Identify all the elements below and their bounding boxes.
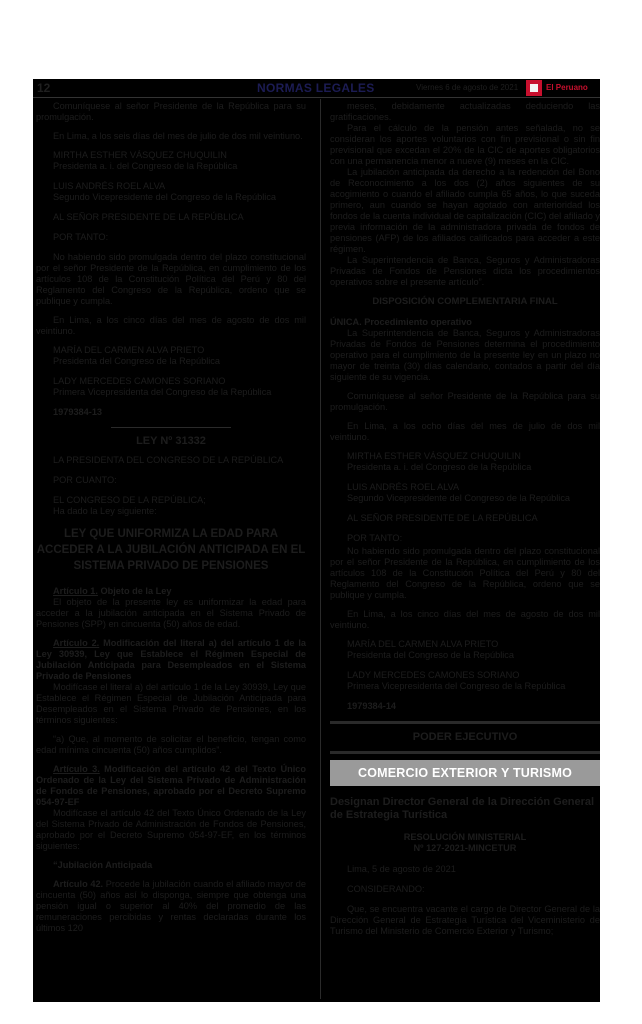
paragraph: Que, se encuentra vacante el cargo de Director General de la Dirección General de Estrategia Turística del Viceministerio de Turismo del Ministerio de Comercio Exterior y Turismo; bbox=[330, 904, 600, 936]
law-title: LEY Nº 31332 bbox=[136, 435, 206, 447]
el-congreso: EL CONGRESO DE LA REPÚBLICA; bbox=[53, 495, 206, 505]
column-divider bbox=[320, 99, 321, 999]
signer-role: Presidenta del Congreso de la República bbox=[347, 650, 515, 660]
paragraph: Comuníquese al señor Presidente de la República para su promulgación. bbox=[330, 391, 600, 412]
signer-name: MIRTHA ESTHER VÁSQUEZ CHUQUILIN bbox=[347, 451, 521, 461]
issue-date: Viernes 6 de agosto de 2021 bbox=[416, 83, 519, 92]
right-column bbox=[330, 101, 600, 945]
considerando: CONSIDERANDO: bbox=[347, 884, 425, 894]
separator-bar bbox=[330, 751, 600, 754]
signer-role: Primera Vicepresidenta del Congreso de la República bbox=[347, 681, 566, 691]
por-tanto: POR TANTO: bbox=[53, 232, 109, 242]
publication-name: NORMAS LEGALES bbox=[257, 81, 375, 95]
signer-role: Presidenta a. i. del Congreso de la República bbox=[53, 161, 238, 171]
paper-name: El Peruano bbox=[546, 83, 588, 92]
signature-block bbox=[347, 670, 600, 692]
por-cuanto: POR CUANTO: bbox=[53, 475, 117, 485]
peru-crest-icon bbox=[526, 80, 542, 96]
paragraph: En Lima, a los cinco días del mes de agosto de dos mil veintiuno. bbox=[36, 315, 306, 336]
separator-bar bbox=[330, 721, 600, 724]
por-tanto: POR TANTO: bbox=[347, 533, 403, 543]
addressee: AL SEÑOR PRESIDENTE DE LA REPÚBLICA bbox=[53, 212, 244, 222]
signer-name: LUIS ANDRÉS ROEL ALVA bbox=[347, 482, 460, 492]
section-title: DISPOSICIÓN COMPLEMENTARIA FINAL bbox=[372, 296, 558, 307]
quote: “a) Que, al momento de solicitar el beneficio, tengan como edad mínima cincuenta (50) años cumplidos”. bbox=[36, 734, 306, 755]
signer-name: LUIS ANDRÉS ROEL ALVA bbox=[53, 181, 166, 191]
signer-name: MARÍA DEL CARMEN ALVA PRIETO bbox=[53, 345, 205, 355]
ha-dado: Ha dado la Ley siguiente: bbox=[53, 506, 157, 516]
paragraph: Comuníquese al señor Presidente de la República para su promulgación. bbox=[36, 101, 306, 122]
section-heading: “Jubilación Anticipada bbox=[53, 860, 153, 870]
addressee: AL SEÑOR PRESIDENTE DE LA REPÚBLICA bbox=[347, 513, 538, 523]
paragraph: No habiendo sido promulgada dentro del plazo constitucional por el señor Presidente de la República, en cumplimiento de los artículos 108 de la Constitución Política del Perú y 80 del Reglamento del Congreso de la República, ordeno que se publique y cumpla. bbox=[36, 252, 306, 306]
signer-role: Segundo Vicepresidente del Congreso de la República bbox=[347, 493, 571, 503]
paragraph: La Superintendencia de Banca, Seguros y Administradoras Privadas de Fondos de Pensiones determina el procedimiento operativo para el cumplimiento de la presente ley en un plazo no mayor de treinta (30) días calendario, contados a partir del día siguiente de su vigencia. bbox=[330, 328, 600, 382]
paragraph: El objeto de la presente ley es uniformizar la edad para acceder a la jubilación anticipada en el Sistema Privado de Pensiones (SPP) en cincuenta (50) años de edad. bbox=[36, 597, 306, 629]
law-heading: LEY QUE UNIFORMIZA LA EDAD PARA ACCEDER A LA JUBILACIÓN ANTICIPADA EN EL SISTEMA PRIVADO DE PENSIONES bbox=[36, 528, 306, 572]
signer-role: Presidenta del Congreso de la República bbox=[53, 356, 221, 366]
paragraph: Para el cálculo de la pensión antes señalada, no se consideran los aportes voluntarios con fin previsional o sin fin previsional que excedan el 20% de la CIC de aportes obligatorios con una permanencia menor a nueve (9) meses en la CIC. bbox=[330, 123, 600, 166]
signature-block bbox=[53, 376, 306, 398]
signer-name: LADY MERCEDES CAMONES SORIANO bbox=[53, 376, 226, 386]
article-headline: Designan Director General de la Dirección General de Estrategia Turística bbox=[330, 796, 595, 821]
left-column bbox=[36, 101, 306, 942]
document-code: 1979384-13 bbox=[53, 407, 103, 417]
paragraph: No habiendo sido promulgada dentro del plazo constitucional por el señor Presidente de la República, en cumplimiento de los artículos 108 de la Constitución Política del Perú y 80 del Reglamento del Congreso de la República, ordeno que se publique y cumpla. bbox=[330, 546, 600, 600]
article-heading: Artículo 1. Objeto de la Ley bbox=[53, 586, 172, 596]
signature-block bbox=[347, 639, 600, 661]
paragraph: Artículo 42. Procede la jubilación cuando el afiliado mayor de cincuenta (50) años así lo disponga, siempre que obtenga una pensión igual o superior al 40% del promedio de las remuneraciones percibidas y rentas declaradas durante los últimos 120 bbox=[36, 879, 306, 933]
signer-name: MARÍA DEL CARMEN ALVA PRIETO bbox=[347, 639, 499, 649]
signer-name: LADY MERCEDES CAMONES SORIANO bbox=[347, 670, 520, 680]
newspaper-page bbox=[33, 79, 600, 1002]
signature-block bbox=[53, 181, 306, 203]
sector-banner: COMERCIO EXTERIOR Y TURISMO bbox=[330, 760, 600, 786]
provision-heading: ÚNICA. Procedimiento operativo bbox=[330, 317, 472, 327]
paragraph: En Lima, a los seis días del mes de julio de dos mil veintiuno. bbox=[53, 131, 303, 141]
resolution-number: Nº 127-2021-MINCETUR bbox=[413, 843, 517, 853]
page-number: 12 bbox=[37, 81, 51, 95]
signature-block bbox=[53, 345, 306, 367]
resolution-title: RESOLUCIÓN MINISTERIAL bbox=[403, 832, 527, 842]
signature-block bbox=[347, 482, 600, 504]
paragraph: meses, debidamente actualizadas deduciendo las gratificaciones. bbox=[330, 101, 600, 122]
signer-role: Segundo Vicepresidente del Congreso de la República bbox=[53, 192, 277, 202]
paragraph: La Superintendencia de Banca, Seguros y Administradoras Privadas de Fondos de Pensiones dicta los procedimientos operativos sobre el presente artículo”. bbox=[330, 255, 600, 287]
paragraph: Modifícase el artículo 42 del Texto Único Ordenado de la Ley del Sistema Privado de Administración de Fondos de Pensiones, aprobado por el Decreto Supremo 054-97-EF, en los términos siguientes: bbox=[36, 808, 306, 851]
separator-line bbox=[111, 427, 231, 428]
document-code: 1979384-14 bbox=[347, 701, 397, 711]
signer-role: Presidenta a. i. del Congreso de la República bbox=[347, 462, 532, 472]
signer-name: MIRTHA ESTHER VÁSQUEZ CHUQUILIN bbox=[53, 150, 227, 160]
section-banner: PODER EJECUTIVO bbox=[412, 731, 518, 743]
paragraph: La jubilación anticipada da derecho a la redención del Bono de Reconocimiento a los dos (2) años siguientes de su acogimiento o cuando el afiliado cumpla 65 años, lo que suceda primero, aun cuando se hayan agotado con anterioridad los fondos de la cuenta individual de capitalización (CIC) del afiliado y previa información de la administradora privada de fondos de pensiones (AFP) de los afiliados calificados para acceder a este régimen. bbox=[330, 167, 600, 254]
la-presidenta: LA PRESIDENTA DEL CONGRESO DE LA REPÚBLICA bbox=[53, 455, 284, 465]
resolution-date: Lima, 5 de agosto de 2021 bbox=[347, 864, 456, 874]
signature-block bbox=[53, 150, 306, 172]
paragraph: Modifícase el literal a) del artículo 1 de la Ley 30939, Ley que Establece el Régimen Especial de Jubilación Anticipada para Desempleados en el Sistema Privado de Pensiones, en los términos siguientes: bbox=[36, 682, 306, 725]
paragraph: En Lima, a los cinco días del mes de agosto de dos mil veintiuno. bbox=[330, 609, 600, 630]
article-heading: Artículo 3. Modificación del artículo 42 del Texto Único Ordenado de la Ley del Sistema Privado de Administración de Fondos de Pensiones, aprobado por el Decreto Supremo 054-97-EF bbox=[36, 764, 306, 807]
signer-role: Primera Vicepresidenta del Congreso de la República bbox=[53, 387, 272, 397]
page-header bbox=[33, 79, 600, 98]
paragraph: En Lima, a los ocho días del mes de julio de dos mil veintiuno. bbox=[330, 421, 600, 442]
article-heading: Artículo 2. Modificación del literal a) del artículo 1 de la Ley 30939, Ley que Establece el Régimen Especial de Jubilación Anticipada para Desempleados en el Sistema Privado de Pensiones bbox=[36, 638, 306, 681]
signature-block bbox=[347, 451, 600, 473]
